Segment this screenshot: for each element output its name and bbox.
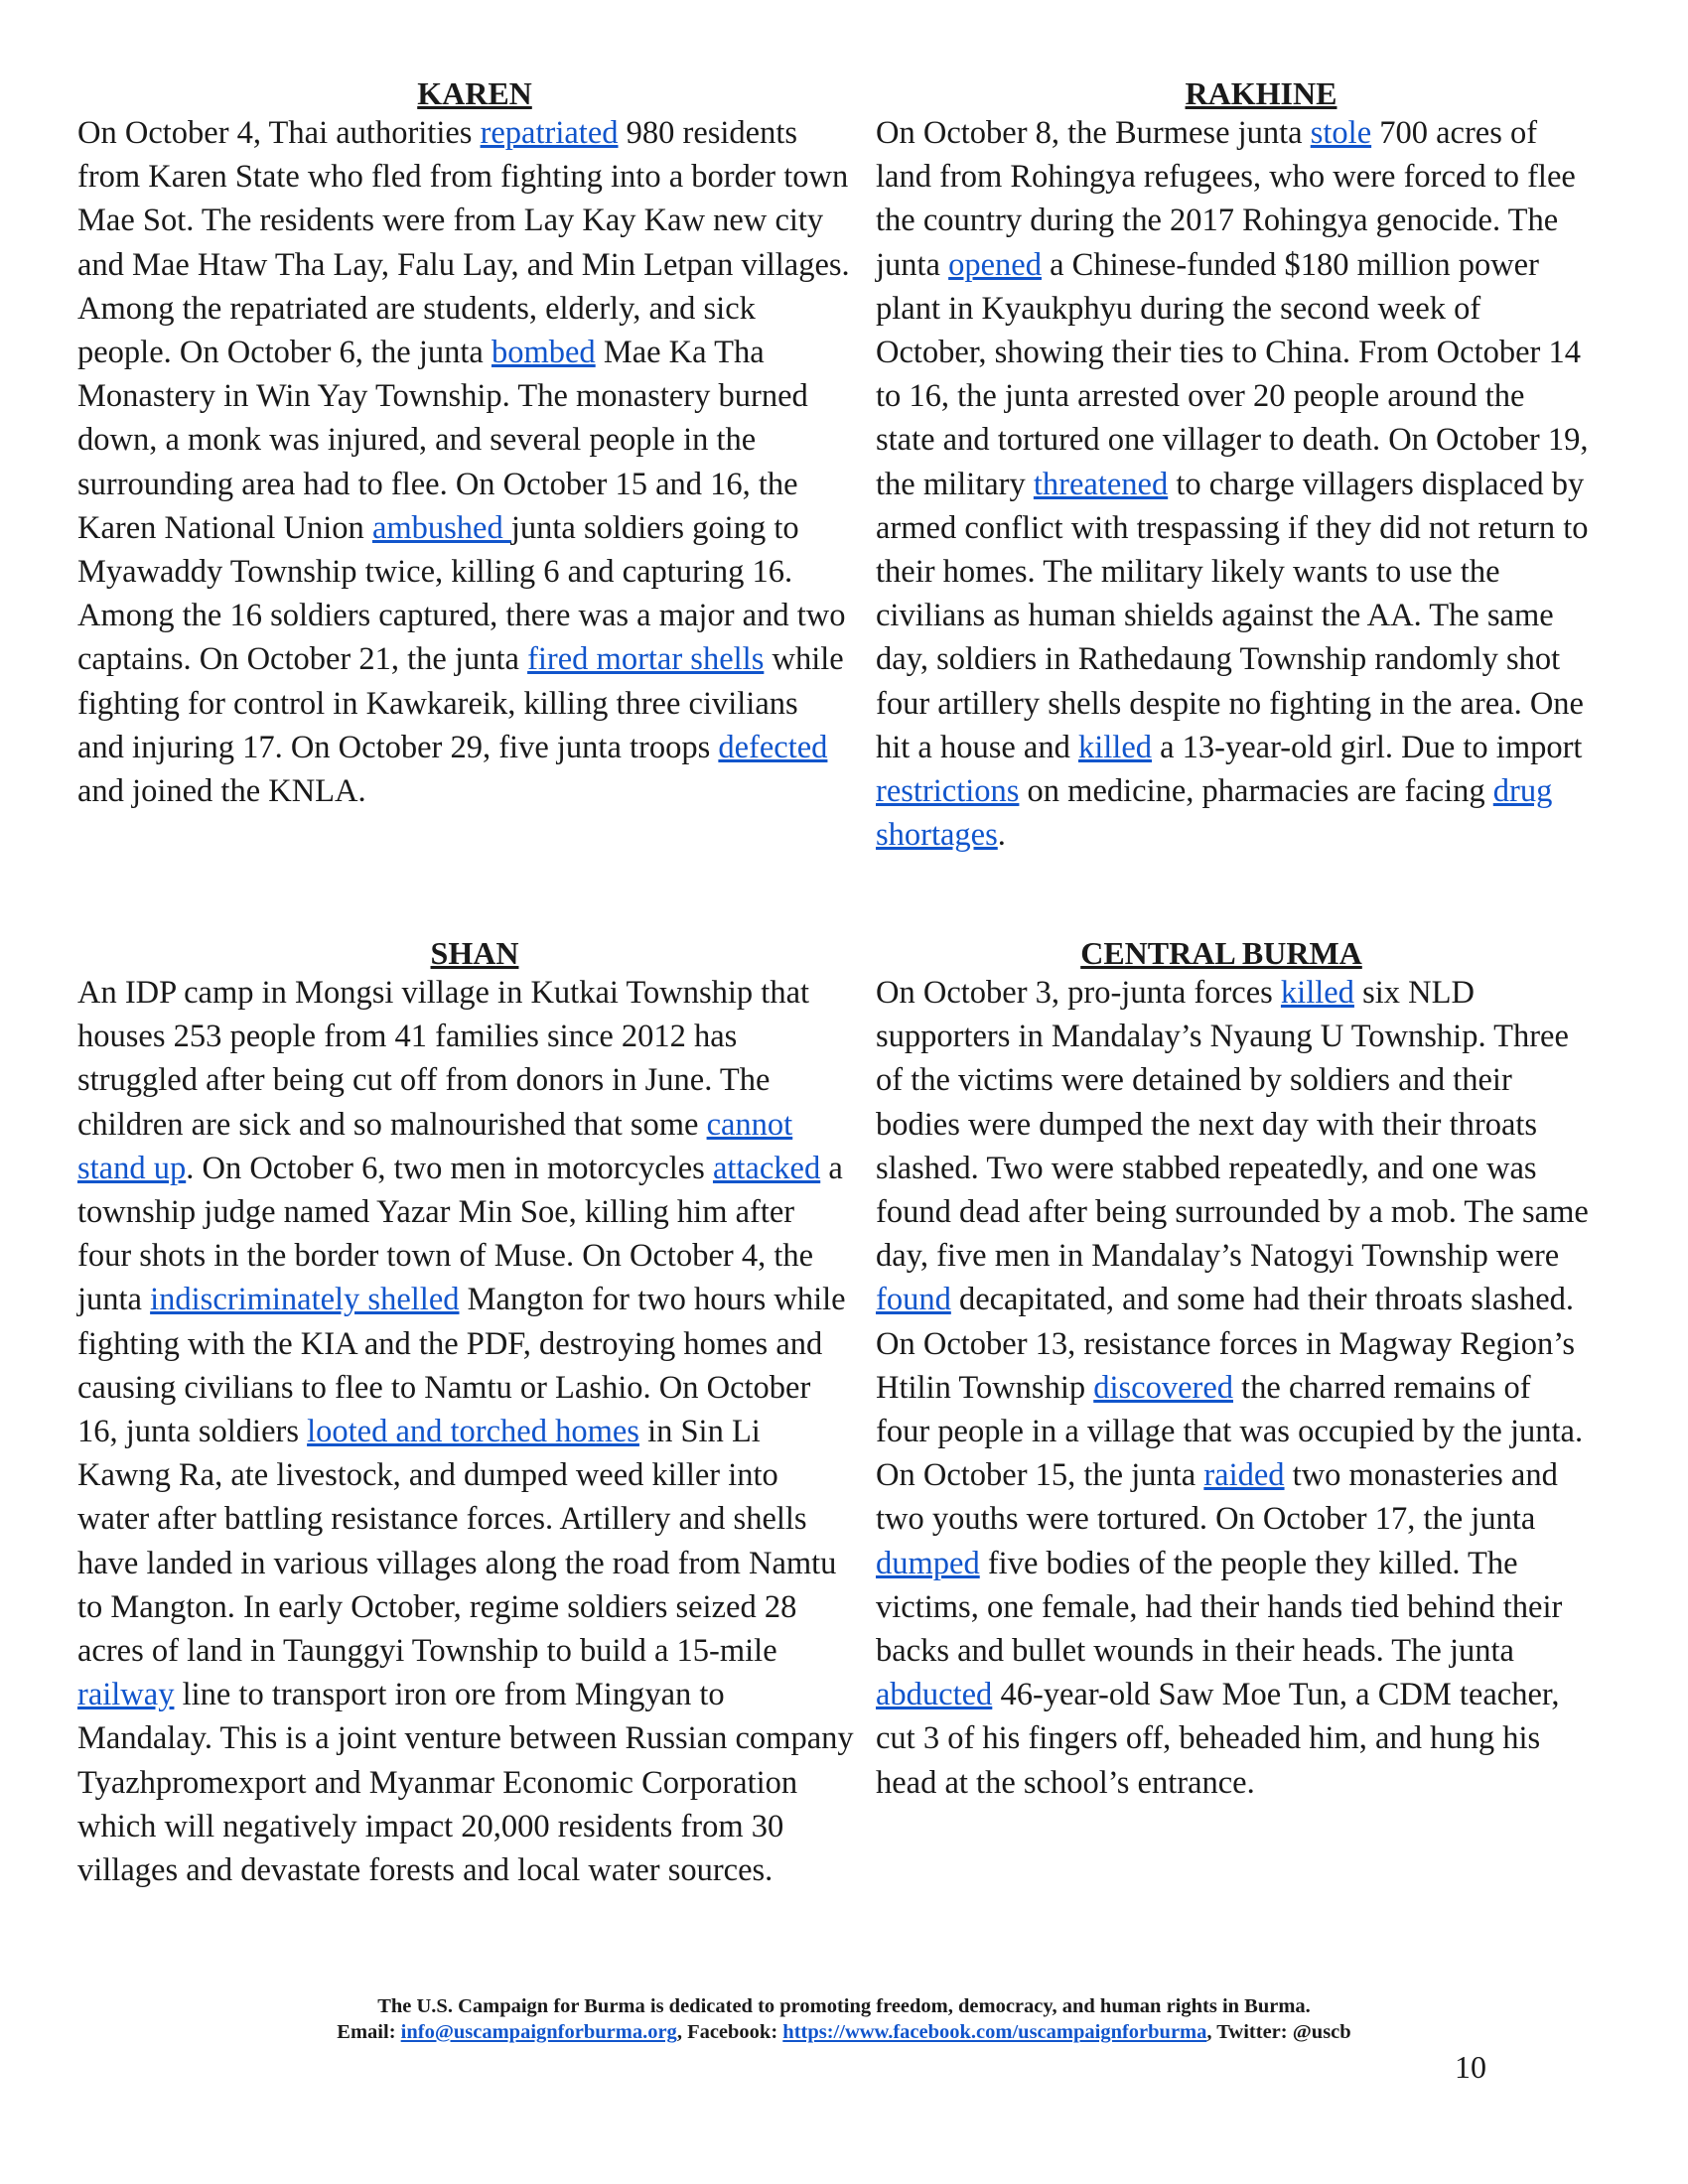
inline-link[interactable]: fired mortar shells	[527, 641, 765, 678]
text-run: 700 acres of land from Rohingya refugees, who were forced to flee the country during the 2017 Rohingya genocide. The junta	[876, 115, 1576, 283]
section-body-rakhine	[876, 111, 1591, 857]
section-body-central-burma	[876, 971, 1591, 1805]
inline-link[interactable]: stole	[1310, 115, 1372, 151]
text-run: decapitated, and some had their throats slashed. On October 13, resistance forces in Magway Region’s Htilin Township	[876, 1282, 1575, 1406]
text-run: .	[997, 817, 1006, 854]
inline-link[interactable]: abducted	[876, 1677, 993, 1713]
text-run: two monasteries and two youths were tortured. On October 17, the junta	[876, 1457, 1558, 1538]
text-run: on medicine, pharmacies are facing	[1019, 773, 1493, 810]
text-run: in Sin Li Kawng Ra, ate livestock, and dumped weed killer into water after battling resistance forces. Artillery and shells have landed in various villages along the road from Namtu to Mangton. In early October, regime soldiers seized 28 acres of land in Taunggyi Township to build a 15-mile	[77, 1414, 837, 1670]
footer-tagline: The U.S. Campaign for Burma is dedicated to promoting freedom, democracy, and human rights in Burma.	[377, 1995, 1311, 2017]
text-run: and joined the KNLA.	[77, 773, 366, 810]
section-heading-central-burma: CENTRAL BURMA	[1080, 935, 1362, 971]
page-number: 10	[1455, 2049, 1486, 2085]
inline-link[interactable]: ambushed	[371, 509, 511, 546]
inline-link[interactable]: raided	[1203, 1457, 1285, 1494]
footer-email-link[interactable]: info@uscampaignforburma.org	[400, 2021, 677, 2043]
section-paragraph	[876, 971, 1591, 1805]
inline-link[interactable]: cannot stand up	[77, 1106, 793, 1186]
footer-contact	[0, 2019, 1688, 2045]
section-paragraph	[77, 111, 852, 813]
text-run: a township judge named Yazar Min Soe, killing him after four shots in the border town of Muse. On October 4, the junta	[77, 1150, 843, 1318]
text-run: while fighting for control in Kawkareik, killing three civilians and injuring 17. On October 29, five junta troops	[77, 641, 844, 765]
inline-link[interactable]: restrictions	[876, 773, 1020, 810]
footer-facebook-label: , Facebook:	[676, 2021, 783, 2043]
text-run: On October 4, Thai authorities	[77, 115, 481, 151]
section-paragraph	[77, 971, 856, 1892]
text-run: On October 3, pro-junta forces	[876, 975, 1281, 1011]
inline-link[interactable]: killed	[1077, 729, 1152, 765]
footer-facebook-link[interactable]: https://www.facebook.com/uscampaignforburma	[782, 2021, 1207, 2043]
text-run: five bodies of the people they killed. The victims, one female, had their hands tied behind their backs and bullet wounds in their heads. The junta	[876, 1545, 1563, 1670]
text-run: a 13-year-old girl. Due to import	[1152, 729, 1583, 765]
inline-link[interactable]: attacked	[712, 1150, 821, 1186]
inline-link[interactable]: repatriated	[480, 115, 619, 151]
inline-link[interactable]: bombed	[491, 335, 596, 371]
section-heading-karen: KAREN	[417, 75, 532, 111]
inline-link[interactable]: railway	[77, 1677, 175, 1713]
text-run: Mangton for two hours while fighting with the KIA and the PDF, destroying homes and causing civilians to flee to Namtu or Lashio. On October 16, junta soldiers	[77, 1282, 846, 1450]
inline-link[interactable]: dumped	[876, 1545, 980, 1581]
inline-link[interactable]: defected	[718, 729, 828, 765]
footer-email-label: Email:	[337, 2021, 401, 2043]
text-run: Mae Ka Tha Monastery in Win Yay Township. The monastery burned down, a monk was injured, and several people in the surrounding area had to flee. On October 15 and 16, the Karen National Union	[77, 335, 808, 546]
footer	[0, 1993, 1688, 2045]
text-run: On October 8, the Burmese junta	[876, 115, 1311, 151]
text-run: the charred remains of four people in a village that was occupied by the junta. On October 15, the junta	[876, 1369, 1584, 1494]
section-heading-shan: SHAN	[430, 935, 519, 971]
inline-link[interactable]: threatened	[1033, 466, 1169, 502]
inline-link[interactable]: discovered	[1093, 1369, 1234, 1406]
inline-link[interactable]: opened	[948, 246, 1042, 283]
text-run: line to transport iron ore from Mingyan to Mandalay. This is a joint venture between Russian company Tyazhpromexport and Myanmar Economic Corporation which will negatively impact 20,000 residents from 30 villages and devastate forests and local water sources.	[77, 1677, 854, 1889]
text-run: junta soldiers going to Myawaddy Township twice, killing 6 and capturing 16. Among the 16 soldiers captured, there was a major and two captains. On October 21, the junta	[77, 509, 846, 678]
text-run: six NLD supporters in Mandalay’s Nyaung U Township. Three of the victims were detained by soldiers and their bodies were dumped the next day with their throats slashed. Two were stabbed repeatedly, and one was found dead after being surrounded by a mob. The same day, five men in Mandalay’s Natogyi Township were	[876, 975, 1589, 1275]
text-run: 980 residents from Karen State who fled from fighting into a border town Mae Sot. The residents were from Lay Kay Kaw new city and Mae Htaw Tha Lay, Falu Lay, and Min Letpan villages. Among the repatriated are students, elderly, and sick people. On October 6, the junta	[77, 115, 850, 371]
inline-link[interactable]: looted and torched homes	[307, 1414, 639, 1450]
footer-twitter: , Twitter: @uscb	[1206, 2021, 1351, 2043]
text-run: . On October 6, two men in motorcycles	[186, 1150, 713, 1186]
inline-link[interactable]: found	[876, 1282, 951, 1318]
section-heading-rakhine: RAKHINE	[1185, 75, 1337, 111]
section-body-shan	[77, 971, 856, 1892]
text-run: 46-year-old Saw Moe Tun, a CDM teacher, cut 3 of his fingers off, beheaded him, and hung his head at the school’s entrance.	[876, 1677, 1560, 1801]
text-run: An IDP camp in Mongsi village in Kutkai Township that houses 253 people from 41 families since 2012 has struggled after being cut off from donors in June. The children are sick and so malnourished that some	[77, 975, 810, 1143]
section-body-karen	[77, 111, 852, 813]
section-paragraph	[876, 111, 1591, 857]
inline-link[interactable]: indiscriminately shelled	[150, 1282, 460, 1318]
text-run: to charge villagers displaced by armed conflict with trespassing if they did not return to their homes. The military likely wants to use the civilians as human shields against the AA. The same day, soldiers in Rathedaung Township randomly shot four artillery shells despite no fighting in the area. One hit a house and	[876, 466, 1589, 765]
inline-link[interactable]: killed	[1280, 975, 1354, 1011]
text-run: a Chinese-funded $180 million power plant in Kyaukphyu during the second week of October, showing their ties to China. From October 14 to 16, the junta arrested over 20 people around the state and tortured one villager to death. On October 19, the military	[876, 246, 1589, 502]
inline-link[interactable]: drug shortages	[876, 773, 1553, 854]
